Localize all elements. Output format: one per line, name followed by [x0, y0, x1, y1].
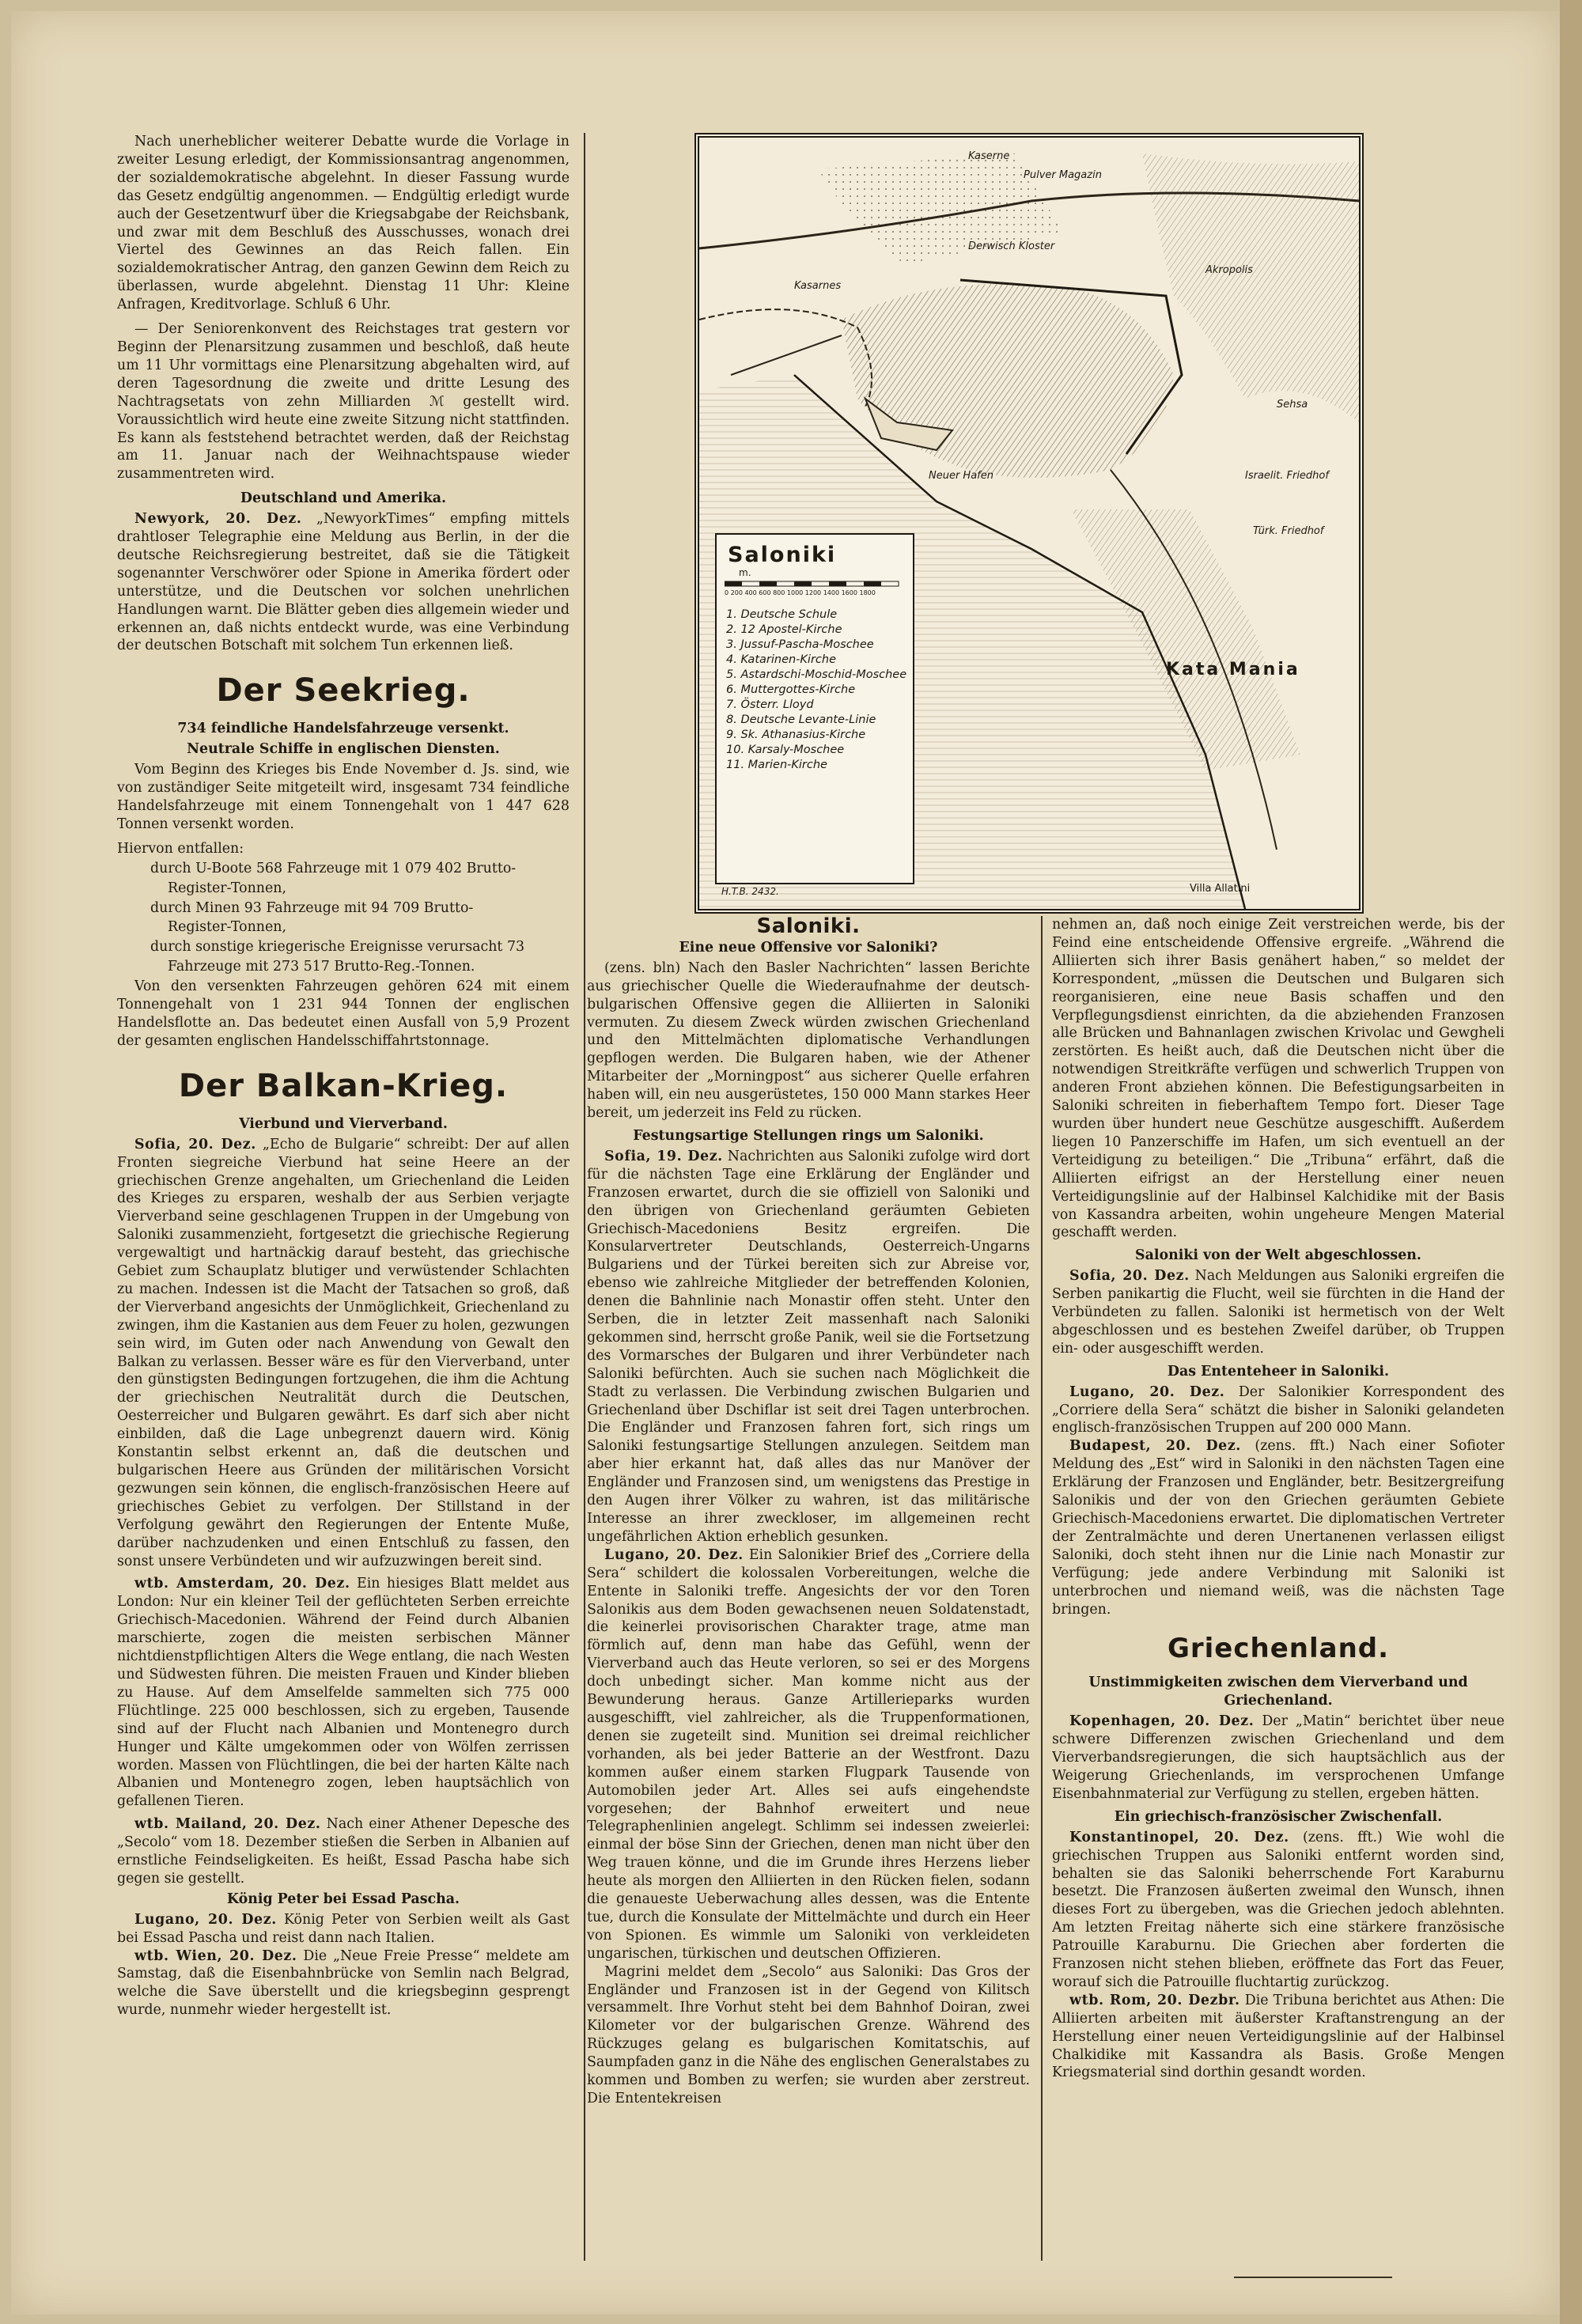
section-heading: Griechenland.: [1167, 1633, 1390, 1665]
legend-item: 5. Astardschi-Moschid-Moschee: [726, 668, 907, 681]
scale-bar: [725, 580, 905, 600]
article-text: Der „Matin“ berichtet über neue schwere Differenzen zwischen Griechenland und dem Vierverbandsregierungen, die sich hauptsächlich aus der Weigerung Griechenlands, im versprochenen Umfange Eisenbahnmaterial zur Verfügung zu stellen, ergeben hätten.: [1052, 1713, 1504, 1802]
list-item: durch sonstige kriegerische Ereignisse verursacht 73: [150, 939, 525, 956]
article-text: Nach Meldungen aus Saloniki ergreifen die Serben panikartig die Flucht, weil sie fürchten in die Hand der Verbündeten zu fallen. Saloniki ist hermetisch von der Welt abgeschlossen und es bestehen Zweifel darüber, ob Truppen ein- oder ausgeschifft werden.: [1052, 1268, 1504, 1357]
section-subheading: Eine neue Offensive vor Saloniki?: [679, 939, 938, 956]
dateline: Newyork, 20. Dez.: [134, 511, 302, 528]
section-subheading: Deutschland und Amerika.: [240, 490, 447, 507]
section-subheading: Vierbund und Vierverband.: [239, 1115, 448, 1132]
section-heading: Saloniki.: [756, 916, 861, 938]
article-text: König Peter von Serbien weilt als Gast bei Essad Pascha und reist dann nach Italien.: [117, 1911, 570, 1946]
section-subheading: Ein griechisch-französischer Zwischenfall.: [1114, 1808, 1443, 1825]
article-paragraph: [117, 1575, 570, 1811]
section-subheading: König Peter bei Essad Pascha.: [226, 1891, 460, 1907]
article-text: „NewyorkTimes“ empfing mittels drahtloser Telegraphie eine Meldung aus Berlin, in der die deutsche Reichsregierung bestreitet, daß sie die Tätigkeit sogenannter Verschwörer oder Spione in Amerika fördert oder unterstütze, und die Deutschen vor solchen unehrlichen Handlungen warnt. Die Blätter geben dies allgemein wieder und erkennen an, daß nichts entdeckt wurde, was eine Verbindung der deutschen Botschaft mit solchem Tun erkennen ließ.: [117, 511, 570, 654]
article-paragraph: [1052, 1713, 1504, 1804]
article-paragraph: [117, 1947, 570, 2020]
legend-item: 10. Karsaly-Moschee: [726, 744, 845, 756]
map-legend: [715, 533, 914, 884]
list-item: durch U-Boote 568 Fahrzeuge mit 1 079 402 Brutto-: [150, 860, 517, 876]
map-label: Türk. Friedhof: [1253, 525, 1324, 537]
section-heading: Der Seekrieg.: [216, 672, 471, 710]
article-paragraph: (zens. bln) Nach den Basler Nachrichten“ lassen Berichte aus griechischer Quelle die Wiederaufnahme der deutsch-bulgarischen Offensive gegen die Alliierten in Saloniki vermuten. Zu diesem Zweck würden zwischen Griechenland und den Mittelmächten diplomatische Verhandlungen gepflogen werden. Die Bulgaren haben, wie der Athener Mitarbeiter der „Morningpost“ aus sicherer Quelle erfahren haben will, ein neu ausgerüstetes, 150 000 Mann starkes Heer bereit, um jederzeit ins Feld zu rücken.: [587, 960, 1030, 1122]
section-subheading: Saloniki von der Welt abgeschlossen.: [1135, 1247, 1421, 1264]
legend-item: 4. Katarinen-Kirche: [726, 653, 836, 666]
list-item: Fahrzeuge mit 273 517 Brutto-Reg.-Tonnen.: [168, 959, 475, 975]
legend-item: 9. Sk. Athanasius-Kirche: [726, 729, 866, 741]
article-text: Nachrichten aus Saloniki zufolge wird dort für die nächsten Tage eine Erklärung der Engländer und Franzosen erwartet, durch die sie offiziell von Saloniki und den übrigen von Griechenland geräumten Gebieten Griechisch-Macedoniens Besitz ergreifen. Die Konsularvertreter Deutschlands, Oesterreich-Ungarns Bulgariens und der Türkei bereiten sich zur Abreise vor, ebenso wie zahlreiche Mitglieder der betreffenden Kolonien, denen die Bahnlinie nach Monastir offen steht. Unter den Serben, die in letzter Zeit massenhaft nach Saloniki gekommen sind, herrscht große Panik, weil sie die Fortsetzung des Vormarsches der Bulgaren und ihrer Verbündeter nach Saloniki befürchten. Auch sie suchen nach Möglichkeit die Stadt zu verlassen. Die Verbindung zwischen Bulgarien und Griechenland über Dschiflar ist seit drei Tagen unterbrochen. Die Engländer und Franzosen fahren fort, sich rings um Saloniki festungsartige Stellungen anzulegen. Seitdem man aber hier erkannt hat, daß alles das nur Manöver der Engländer und Franzosen sind, um wenigstens das Prestige in den Augen ihrer Völker zu wahren, ist das militärische Interesse an ihrer zweckloser, im allgemeinen recht ungefährlichen Aktion erheblich gesunken.: [587, 1148, 1030, 1545]
article-text: „Echo de Bulgarie“ schreibt: Der auf allen Fronten siegreiche Vierbund hat seine Heere an der griechischen Grenze angehalten, um Griechenland die Leiden des Krieges zu ersparen, weshalb der aus Serbien verjagte Vierverband seine geschlagenen Truppen in der Umgebung von Saloniki zusammenzieht, fortgesetzt die griechische Regierung vergewaltigt und hartnäckig darauf besteht, das griechische Gebiet zum Schauplatz blutiger und verwüstender Schlachten zu machen. Indessen ist die Macht der Tatsachen so groß, daß der Vierverband angesichts der Unmöglichkeit, Griechenland zu zwingen, ihm die Kastanien aus dem Feuer zu holen, gezwungen sein wird, im Guten oder nach Anwendung von Gewalt den Balkan zu verlassen. Besser wäre es für den Vierverband, unter den günstigsten Bedingungen fortzugehen, die ihm die Achtung der griechischen Neutralität durch die Deutschen, Oesterreicher und Bulgaren gewährt. Es darf sich aber nicht einbilden, daß die Lage unbegrenzt dauern wird. König Konstantin selbst erkennt an, daß die deutschen und bulgarischen Heere aus Gründen der militärischen Vorsicht gezwungen sein können, die englisch-französischen Heere auf griechisches Gebiet zu verfolgen. Der Stillstand in der Verfolgung gewährt den Regierungen der Entente Muße, darüber nachzudenken und einen Entschluß zu fassen, den sonst unsere Verbündeten und wir aufzuzwingen bereit sind.: [117, 1136, 570, 1569]
dateline: Lugano, 20. Dez.: [604, 1546, 744, 1563]
section-heading: Der Balkan-Krieg.: [178, 1067, 509, 1104]
article-paragraph: Nach unerheblicher weiterer Debatte wurde die Vorlage in zweiter Lesung erledigt, der Kommissionsantrag angenommen, der sozialdemokratische abgelehnt. In dieser Fassung wurde das Gesetz endgültig angenommen. — Endgültig erledigt wurde auch der Gesetzentwurf über die Kriegsabgabe der Reichsbank, und zwar mit dem Beschluß des Ausschusses, wonach drei Viertel des Gewinnes an das Reich fallen. Ein sozialdemokratischer Antrag, den ganzen Gewinn dem Reich zu überlassen, wurde abgelehnt. Dienstag 11 Uhr: Kleine Anfragen, Kreditvorlage. Schluß 6 Uhr.: [117, 134, 570, 313]
article-text: Die „Neue Freie Presse“ meldete am Samstag, daß die Eisenbahnbrücke von Semlin nach Belgrad, welche die Save überstellt und die kriegsbeginn gesprengt wurde, nunmehr wieder hergestellt ist.: [117, 1947, 570, 2019]
map-label: Kaserne: [968, 150, 1010, 162]
map-label: Neuer Hafen: [929, 470, 993, 482]
article-paragraph: [1052, 1267, 1504, 1358]
map-label: Sehsa: [1277, 399, 1308, 411]
article-text: Ein hiesiges Blatt meldet aus London: Nur ein kleiner Teil der geflüchteten Serben erreichte Griechisch-Macedonien. Während der Feind durch Albanien marschierte, zogen die meisten serbischen Männer nichtdienstpflichtigen Alters die Wege entlang, die nach Westen und Südwesten führen. Die meisten Frauen und Kinder blieben zu Hause. Auf dem Amselfelde sammelten sich 775 000 Flüchtlinge. 225 000 beschlossen, sich zu ergeben, Tausende sind auf der Flucht nach Albanien und Montenegro durch Hunger und Kälte umgekommen oder von Wölfen zerrissen worden. Massen von Flüchtlingen, die bei der harten Kälte nach Albanien und Montenegro zogen, leben hauptsächlich von gefallenen Tieren.: [117, 1576, 570, 1810]
dateline: Budapest, 20. Dez.: [1069, 1438, 1241, 1455]
list-item: Register-Tonnen,: [168, 880, 286, 896]
scale-labels: 0 200 400 600 800 1000 1200 1400 1600 1800: [725, 589, 876, 596]
article-paragraph: [117, 510, 570, 655]
legend-item: 6. Muttergottes-Kirche: [726, 683, 856, 696]
legend-items: [717, 608, 913, 771]
center-column: [587, 916, 1030, 2269]
dateline: wtb. Amsterdam, 20. Dez.: [134, 1576, 350, 1592]
article-paragraph: Von den versenkten Fahrzeugen gehören 624 mit einem Tonnengehalt von 1 231 944 Tonnen der englischen Handelsflotte an. Das bedeutet einen Ausfall von 5,9 Prozent der gesamten englischen Handelsschiffahrtstonnage.: [117, 978, 570, 1049]
article-paragraph: — Der Seniorenkonvent des Reichstages trat gestern vor Beginn der Plenarsitzung zusammen und beschloß, daß heute um 11 Uhr vormittags eine Plenarsitzung abgehalten wird, auf deren Tagesordnung die zweite und dritte Lesung des Nachtragsetats von zehn Milliarden ℳ gestellt wird. Voraussichtlich wird heute eine zweite Sitzung nicht stattfinden. Es kann als feststehend betrachtet werden, daß der Reichstag am 11. Januar nach der Weihnachtspause wieder zusammentreten wird.: [117, 321, 570, 483]
legend-item: 2. 12 Apostel-Kirche: [726, 623, 842, 636]
legend-item: 11. Marien-Kirche: [726, 759, 827, 771]
article-paragraph: Hiervon entfallen:: [117, 840, 244, 857]
article-text: Ein Salonikier Brief des „Corriere della Sera“ schildert die kolossalen Vorbereitungen, welche die Entente in Saloniki treffe. Angesichts der vor den Toren Salonikis aus dem Boden gewachsenen neuen Soldatenstadt, die keinerlei provisorischen Charakter trage, atme man förmlich auf, denn man habe das Gefühl, wenn der Vierverband auch das Heute verloren, so sei er des Morgens doch unbedingt sicher. Man komme nicht aus der Bewunderung heraus. Ganze Artillerieparks wurden ausgeschifft, viel zahlreicher, als die Truppenformationen, denen sie zugeteilt sind. Munition sei dreimal reichlicher vorhanden, als bei jeder Batterie an der Westfront. Dazu kommen außer einem starken Flugpark Tausende von Automobilen jeder Art. Alles sei aufs eingehendste vorgesehen; der Bahnhof erweitert und neue Telegraphenlinien angelegt. Schlimm sei indessen zweierlei: einmal der böse Sinn der Griechen, denen man nicht über den Weg trauen könne, und die im Grunde ihres Herzens lieber heute als morgen den Alliierten in den Rücken fielen, sodann die genaueste Ueberwachung alles dessen, was die Entente tue, durch die Konsulate der Mittelmächte und durch ein Heer von Spionen. Es wimmle um Saloniki von verkleideten ungarischen, türkischen und deutschen Offizieren.: [587, 1546, 1030, 1962]
article-text: (zens. fft.) Nach einer Sofioter Meldung des „Est“ wird in Saloniki in den nächsten Tagen eine Erklärung der Franzosen und Engländer, betr. Besitzergreifung Salonikis und der von den Griechen geräumten Gebiete Griechisch-Macedoniens erwartet. Die diplomatischen Vertreter der Zentralmächte und deren Unertanenen verlassen eiligst Saloniki, doch steht ihnen nur die Linie nach Monastir zur Verfügung; jede andere Verbindung mit Saloniki ist unterbrochen und niemand weiß, was die nächsten Tage bringen.: [1052, 1438, 1504, 1618]
article-text: Nach einer Athener Depesche des „Secolo“ vom 18. Dezember stießen die Serben in Albanien auf ernstliche Feindseligkeiten. Es heißt, Essad Pascha habe sich gegen sie gestellt.: [117, 1816, 570, 1887]
end-rule: [1234, 2277, 1392, 2278]
map-title: Saloniki: [728, 543, 837, 567]
article-text: (zens. fft.) Wie wohl die griechischen Truppen aus Saloniki entfernt worden sind, behalten sie das Saloniki beherrschende Fort Karaburnu besetzt. Die Franzosen äußerten zweimal den Wunsch, ihnen dieses Fort zu übergeben, was die Griechen jedoch ablehnten. Am letzten Freitag näherte sich eine stärkere französische Patrouille Karaburnu. Die Griechen aber forderten die Franzosen nicht stehen blieben, eröffnete das Fort das Feuer, worauf sich die Patrouille fluchtartig zurückzog.: [1052, 1829, 1504, 1990]
dateline: Sofia, 20. Dez.: [1069, 1268, 1190, 1285]
map-credit: H.T.B. 2432.: [721, 886, 779, 897]
article-paragraph: [1052, 1383, 1504, 1438]
section-subheading: 734 feindliche Handelsfahrzeuge versenkt.: [177, 721, 509, 737]
section-subheading: Neutrale Schiffe in englischen Diensten.: [187, 741, 500, 758]
column-divider: [1041, 916, 1043, 2261]
page-edge: [1560, 0, 1582, 2324]
left-column: [117, 133, 570, 2269]
section-subheading: Festungsartige Stellungen rings um Saloniki.: [633, 1127, 984, 1144]
article-paragraph: [1052, 1992, 1504, 2083]
article-paragraph: [117, 1911, 570, 1947]
map-label: Akropolis: [1205, 264, 1253, 276]
article-paragraph: nehmen an, daß noch einige Zeit verstreichen werde, bis der Feind eine entscheidende Offensive ergreife. „Während die Alliierten sich ihrer Basis genähert haben,“ so meldet der Korrespondent, „müssen die Deutschen und Bulgaren sich reorganisieren, eine neue Basis schaffen und den Verpflegungsdienst einrichten, da die abziehenden Franzosen alle Brücken und Bahnanlagen zwischen Krivolac und Gewgheli zerstörten. Es heißt auch, daß die Deutschen nicht über die notwendigen Streitkräfte verfügen und schwerlich Truppen von anderen Front abziehen können. Die Befestigungsarbeiten in Saloniki schreiten in fieberhaftem Tempo fort. Dieser Tage wurden über hundert neue Geschütze ausgeschifft. Außerdem liegen 10 Panzerschiffe im Hafen, um sich eventuell an der Verteidigung zu beteiligen.“ Die „Tribuna“ erfährt, daß die Alliierten eifrigst an der Herstellung einer neuen Verteidigungslinie auf der Halbinsel Kalchidike mit der Basis von Kassandra arbeiten, wohin ungeheure Mengen Material geschafft werden.: [1052, 917, 1504, 1241]
article-text: Die Tribuna berichtet aus Athen: Die Alliierten arbeiten mit äußerster Kraftanstrengung an der Herstellung einer neuen Verteidigungslinie auf der Halbinsel Chalkidike mit Kassandra als Basis. Große Mengen Kriegsmaterial sind dorthin gesandt worden.: [1052, 1992, 1504, 2081]
map-label: Kasarnes: [794, 280, 842, 292]
article-text: Der Salonikier Korrespondent des „Corriere della Sera“ schätzt die bisher in Saloniki gelandeten englisch-französischen Truppen auf 200 000 Mann.: [1052, 1383, 1504, 1436]
dateline: Sofia, 20. Dez.: [134, 1136, 256, 1153]
article-paragraph: [1052, 1437, 1504, 1618]
scale-unit: m.: [739, 567, 751, 578]
section-subheading: Das Ententeheer in Saloniki.: [1167, 1363, 1390, 1380]
map-label: Israelit. Friedhof: [1245, 470, 1329, 482]
article-paragraph: [117, 1136, 570, 1571]
scale-graphic: [725, 580, 905, 589]
dateline: Konstantinopel, 20. Dez.: [1069, 1829, 1289, 1845]
dateline: Sofia, 19. Dez.: [604, 1148, 723, 1164]
statistics-list: [117, 860, 570, 976]
legend-item: 1. Deutsche Schule: [726, 608, 838, 621]
article-paragraph: Vom Beginn des Krieges bis Ende November d. Js. sind, wie von zuständiger Seite mitgeteilt wird, insgesamt 734 feindliche Handelsfahrzeuge mit einem Tonnengehalt von 1 447 628 Tonnen versenkt worden.: [117, 762, 570, 832]
list-item: durch Minen 93 Fahrzeuge mit 94 709 Brutto-: [150, 899, 474, 916]
map-label: Pulver Magazin: [1024, 169, 1102, 181]
map-label: Derwisch Kloster: [968, 240, 1055, 252]
article-paragraph: Magrini meldet dem „Secolo“ aus Saloniki: Das Gros der Engländer und Franzosen ist in der Gegend von Kilitsch versammelt. Ihre Vorhut steht bei dem Bahnhof Doiran, zwei Kilometer vor der bulgarischen Grenze. Während des Rückzuges gelang es bulgarischen Komitatschis, auf Saumpfaden ganz in die Nähe des englischen Generalstabes zu kommen und Bomben zu werfen; sie wurden aber zerstreut. Die Ententekreisen: [587, 1963, 1030, 2106]
column-divider: [584, 133, 585, 2261]
legend-item: 7. Österr. Lloyd: [726, 698, 814, 711]
article-paragraph: [587, 1546, 1030, 1963]
dateline: wtb. Rom, 20. Dezbr.: [1069, 1992, 1240, 2008]
district-name: Kata Mania: [1166, 660, 1300, 679]
legend-item: 8. Deutsche Levante-Linie: [726, 713, 876, 726]
dateline: wtb. Mailand, 20. Dez.: [134, 1816, 321, 1833]
article-paragraph: [1052, 1829, 1504, 1992]
saloniki-map: [694, 133, 1364, 914]
right-column: [1052, 916, 1504, 2269]
dateline: Lugano, 20. Dez.: [134, 1911, 277, 1928]
article-paragraph: [587, 1148, 1030, 1546]
map-label: Villa Allatini: [1190, 883, 1251, 895]
article-paragraph: [117, 1815, 570, 1888]
legend-item: 3. Jussuf-Pascha-Moschee: [726, 638, 874, 651]
section-subheading: Unstimmigkeiten zwischen dem Vierverband und Griechenland.: [1088, 1675, 1468, 1709]
list-item: Register-Tonnen,: [168, 919, 286, 936]
dateline: Kopenhagen, 20. Dez.: [1069, 1713, 1255, 1730]
dateline: wtb. Wien, 20. Dez.: [134, 1947, 297, 1964]
dateline: Lugano, 20. Dez.: [1069, 1383, 1225, 1400]
